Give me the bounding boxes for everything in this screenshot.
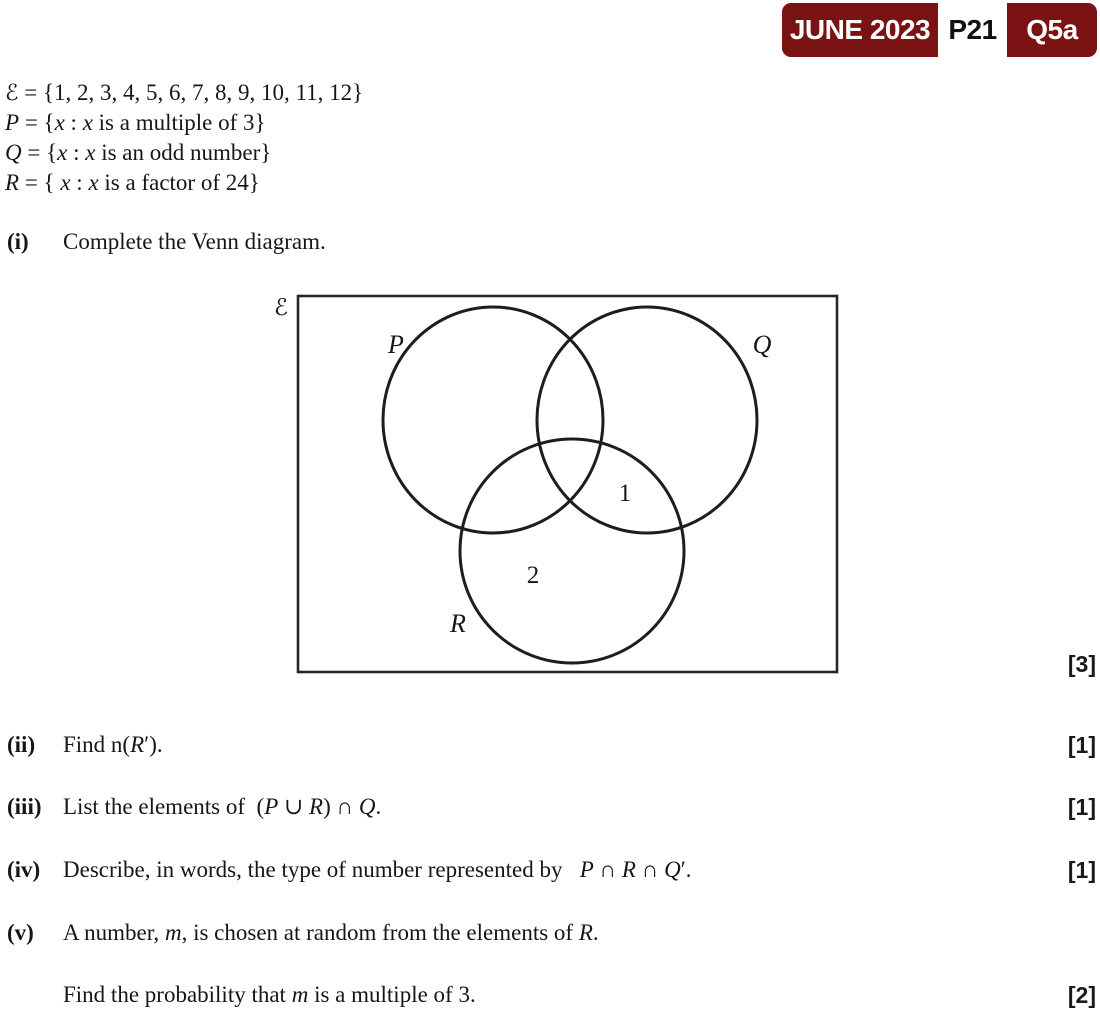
venn-circle-r — [460, 439, 684, 663]
question-iv — [7, 856, 691, 883]
definition-universal-set: ℰ = {1, 2, 3, 4, 5, 6, 7, 8, 9, 10, 11, 12} — [5, 80, 364, 106]
definition-set-r: R = { x : x is a factor of 24} — [5, 170, 260, 195]
question-ii — [7, 731, 163, 758]
badge-question-label: Q5a — [1026, 14, 1078, 45]
question-ii-number: (ii) — [7, 732, 36, 757]
venn-universal-label: ℰ — [274, 295, 288, 321]
mark-question-v: [2] — [1067, 982, 1096, 1008]
venn-circle-q — [537, 307, 757, 533]
question-i — [7, 228, 326, 255]
question-v-continuation-text: Find the probability that m is a multiple of 3. — [63, 982, 476, 1007]
mark-question-ii: [1] — [1067, 732, 1096, 758]
question-iv-number: (iv) — [7, 857, 41, 882]
header-badge — [782, 3, 1097, 57]
question-iv-text: Describe, in words, the type of number represented by P ∩ R ∩ Q′. — [63, 857, 692, 882]
venn-diagram — [260, 285, 860, 690]
question-v-number: (v) — [7, 920, 34, 945]
venn-value-r-only: 2 — [526, 562, 540, 589]
badge-paper-label: P21 — [938, 3, 1007, 57]
mark-question-iv: [1] — [1067, 857, 1096, 883]
mark-question-i: [3] — [1067, 651, 1096, 677]
question-v-continuation — [63, 981, 476, 1008]
definition-set-p: P = { x : x is a multiple of 3} — [5, 110, 266, 135]
question-v — [7, 919, 599, 946]
question-iii — [7, 793, 381, 820]
question-ii-text: Find n(R′). — [63, 732, 163, 757]
venn-label-r: R — [450, 609, 466, 638]
venn-value-q-and-r: 1 — [618, 480, 632, 507]
mark-question-iii: [1] — [1067, 794, 1096, 820]
venn-label-p: P — [388, 330, 404, 359]
definition-set-q: Q = { x : x is an odd number} — [5, 140, 272, 165]
question-v-text: A number, m, is chosen at random from the elements of R. — [63, 920, 599, 945]
question-i-number: (i) — [7, 229, 29, 254]
question-iii-number: (iii) — [7, 794, 42, 819]
venn-label-q: Q — [752, 330, 772, 359]
question-iii-text: List the elements of (P ∪ R) ∩ Q. — [63, 794, 382, 819]
badge-session-label: JUNE 2023 — [789, 14, 931, 45]
question-i-text: Complete the Venn diagram. — [63, 229, 326, 254]
